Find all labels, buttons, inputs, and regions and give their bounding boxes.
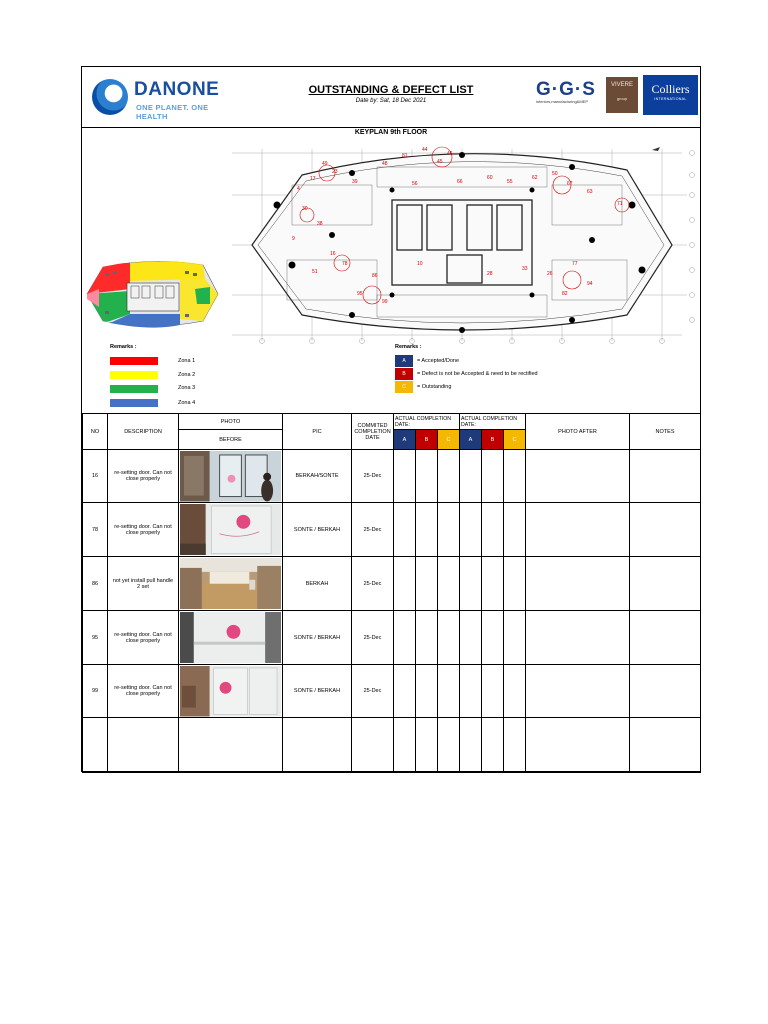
row-status-a-2[interactable] — [460, 665, 482, 718]
header-status-c: C — [438, 430, 460, 450]
row-status-a[interactable] — [394, 665, 416, 718]
zone-4-swatch — [110, 399, 158, 407]
row-committed-date: 25-Dec — [352, 450, 394, 503]
header-status-b: B — [416, 430, 438, 450]
row-committed-date: 25-Dec — [352, 665, 394, 718]
corridor-photo-thumbnail — [180, 558, 281, 609]
defect-table — [82, 413, 701, 773]
svg-text:63: 63 — [587, 189, 593, 195]
row-no: 78 — [83, 503, 108, 557]
row-status-b[interactable] — [416, 611, 438, 665]
status-c-text: = Outstanding — [417, 384, 452, 390]
row-notes[interactable] — [630, 557, 701, 611]
table-row — [83, 665, 701, 718]
header-notes: NOTES — [630, 414, 701, 450]
svg-text:44: 44 — [422, 147, 428, 153]
row-status-b[interactable] — [416, 718, 438, 773]
defect-list-sheet — [81, 66, 701, 772]
row-status-a-2[interactable] — [460, 450, 482, 503]
row-status-a-2[interactable] — [460, 557, 482, 611]
svg-text:60: 60 — [487, 175, 493, 181]
ggs-subtitle: interiors,manufacturing&MEP — [536, 99, 589, 104]
row-no — [83, 718, 108, 773]
svg-text:94: 94 — [587, 281, 593, 287]
header-photo: PHOTO — [179, 414, 283, 430]
document-header — [82, 67, 700, 128]
header-actual-completion-2: ACTUAL COMPLETION DATE: — [460, 414, 526, 430]
row-photo-after[interactable] — [526, 665, 630, 718]
row-committed-date: 25-Dec — [352, 611, 394, 665]
zone-keyplan-thumbnail — [85, 259, 220, 329]
row-status-c[interactable] — [438, 503, 460, 557]
row-pic — [283, 718, 352, 773]
document-title: OUTSTANDING & DEFECT LIST — [308, 84, 474, 96]
row-description: re-setting door. Can not close properly — [108, 665, 179, 718]
bird-icon: ✦ — [104, 89, 114, 101]
zone-1-swatch — [110, 357, 158, 365]
row-status-a-2[interactable] — [460, 611, 482, 665]
vivere-logo — [606, 77, 638, 113]
row-description: re-setting door. Can not close properly — [108, 611, 179, 665]
row-pic: SONTE / BERKAH — [283, 665, 352, 718]
row-photo-before — [179, 611, 283, 665]
row-status-b[interactable] — [416, 503, 438, 557]
row-notes[interactable] — [630, 718, 701, 773]
svg-text:77: 77 — [572, 261, 578, 267]
svg-text:49: 49 — [322, 161, 328, 167]
row-description: re-setting door. Can not close properly — [108, 503, 179, 557]
door-photo-thumbnail — [180, 504, 281, 555]
floor-plan-drawing — [232, 145, 702, 345]
row-pic: BERKAH/SONTE — [283, 450, 352, 503]
svg-text:78: 78 — [342, 261, 348, 267]
colliers-logo — [643, 75, 698, 115]
row-status-b[interactable] — [416, 557, 438, 611]
zone-1-label: Zona 1 — [178, 358, 196, 364]
row-pic: SONTE / BERKAH — [283, 503, 352, 557]
svg-text:39: 39 — [352, 179, 358, 185]
row-description — [108, 718, 179, 773]
danone-logo — [92, 77, 242, 121]
row-status-b[interactable] — [416, 450, 438, 503]
row-status-a[interactable] — [394, 611, 416, 665]
row-status-c-2[interactable] — [504, 557, 526, 611]
row-status-a-2[interactable] — [460, 718, 482, 773]
row-photo-before — [179, 503, 283, 557]
colliers-wordmark: Colliers — [651, 82, 690, 96]
row-status-b-2[interactable] — [482, 450, 504, 503]
row-committed-date: 25-Dec — [352, 557, 394, 611]
svg-text:28: 28 — [487, 271, 493, 277]
row-photo-after[interactable] — [526, 557, 630, 611]
danone-tagline: ONE PLANET. ONE HEALTH — [136, 103, 209, 121]
row-status-a[interactable] — [394, 450, 416, 503]
row-status-b[interactable] — [416, 665, 438, 718]
row-notes[interactable] — [630, 450, 701, 503]
header-before: BEFORE — [179, 430, 283, 450]
ggs-wordmark: G·G·S — [536, 79, 596, 100]
svg-text:66: 66 — [457, 179, 463, 185]
svg-text:99: 99 — [382, 299, 388, 305]
svg-text:81: 81 — [402, 153, 408, 159]
row-status-a-2[interactable] — [460, 503, 482, 557]
header-committed-date: COMMITED COMPLETION DATE — [352, 414, 394, 450]
zone-2-swatch — [110, 371, 158, 379]
table-row — [83, 450, 701, 503]
zones-remarks-label: Remarks : — [110, 344, 137, 350]
svg-text:95: 95 — [357, 291, 363, 297]
door-photo-thumbnail — [180, 666, 281, 717]
row-status-c[interactable] — [438, 611, 460, 665]
row-no: 95 — [83, 611, 108, 665]
row-status-c[interactable] — [438, 718, 460, 773]
row-photo-before — [179, 450, 283, 503]
row-notes[interactable] — [630, 665, 701, 718]
svg-text:86: 86 — [372, 273, 378, 279]
danone-wordmark: DANONE — [134, 79, 220, 100]
row-status-c-2[interactable] — [504, 611, 526, 665]
door-photo-thumbnail — [180, 612, 281, 663]
row-committed-date: 25-Dec — [352, 503, 394, 557]
row-notes[interactable] — [630, 503, 701, 557]
row-status-c-2[interactable] — [504, 503, 526, 557]
svg-text:9: 9 — [292, 236, 295, 242]
row-status-b-2[interactable] — [482, 665, 504, 718]
row-pic: BERKAH — [283, 557, 352, 611]
colliers-subtitle: INTERNATIONAL — [654, 97, 687, 101]
zone-2-label: Zona 2 — [178, 372, 196, 378]
svg-text:45: 45 — [437, 159, 443, 165]
row-status-c-2[interactable] — [504, 718, 526, 773]
row-no: 86 — [83, 557, 108, 611]
row-photo-before[interactable] — [179, 718, 283, 773]
zone-3-swatch — [110, 385, 158, 393]
svg-text:46: 46 — [447, 151, 453, 157]
row-no: 99 — [83, 665, 108, 718]
svg-text:67: 67 — [567, 181, 573, 187]
svg-text:48: 48 — [382, 161, 388, 167]
north-arrow-icon — [652, 147, 660, 151]
row-no: 16 — [83, 450, 108, 503]
document-date: Date by: Sat, 18 Dec 2021 — [355, 98, 427, 104]
status-c-box: C — [395, 381, 413, 393]
row-status-b-2[interactable] — [482, 557, 504, 611]
vivere-subtitle: group — [616, 96, 628, 101]
row-status-c[interactable] — [438, 450, 460, 503]
svg-text:4: 4 — [297, 186, 300, 192]
status-remarks-label: Remarks : — [395, 344, 422, 350]
row-photo-after[interactable] — [526, 718, 630, 773]
header-photo-after: PHOTO AFTER — [526, 414, 630, 450]
row-description: re-setting door. Can not close properly — [108, 450, 179, 503]
row-photo-after[interactable] — [526, 611, 630, 665]
svg-text:55: 55 — [507, 179, 513, 185]
row-status-c[interactable] — [438, 665, 460, 718]
header-status-b-2: B — [482, 430, 504, 450]
header-status-c-2: C — [504, 430, 526, 450]
svg-text:50: 50 — [552, 171, 558, 177]
row-committed-date — [352, 718, 394, 773]
svg-text:33: 33 — [522, 266, 528, 272]
svg-text:17: 17 — [310, 176, 316, 182]
svg-text:16: 16 — [330, 251, 336, 257]
status-b-text: = Defect is not be Accepted & need to be rectified — [417, 371, 538, 377]
status-b-box: B — [395, 368, 413, 380]
svg-text:26: 26 — [547, 271, 553, 277]
row-pic: SONTE / BERKAH — [283, 611, 352, 665]
header-no: NO — [83, 414, 108, 450]
row-status-a[interactable] — [394, 557, 416, 611]
row-photo-after[interactable] — [526, 503, 630, 557]
table-row — [83, 503, 701, 557]
status-a-text: = Accepted/Done — [417, 358, 460, 364]
svg-text:56: 56 — [412, 181, 418, 187]
keyplan-title: KEYPLAN 9th FLOOR — [354, 129, 428, 136]
door-photo-thumbnail — [180, 451, 281, 502]
row-photo-after[interactable] — [526, 450, 630, 503]
svg-text:82: 82 — [562, 291, 568, 297]
header-status-a-2: A — [460, 430, 482, 450]
row-photo-before — [179, 557, 283, 611]
table-header-row-1 — [83, 414, 701, 430]
row-photo-before — [179, 665, 283, 718]
row-status-a[interactable] — [394, 503, 416, 557]
ggs-logo — [536, 79, 598, 115]
row-status-c[interactable] — [438, 557, 460, 611]
table-row — [83, 611, 701, 665]
svg-text:23: 23 — [332, 169, 338, 175]
table-row — [83, 718, 701, 773]
header-actual-completion-1: ACTUAL COMPLETION DATE: — [394, 414, 460, 430]
row-status-b-2[interactable] — [482, 718, 504, 773]
row-status-b-2[interactable] — [482, 611, 504, 665]
svg-text:30: 30 — [302, 206, 308, 212]
row-status-c-2[interactable] — [504, 665, 526, 718]
svg-text:51: 51 — [312, 269, 318, 275]
header-pic: PIC — [283, 414, 352, 450]
zone-3-label: Zona 3 — [178, 385, 196, 391]
row-notes[interactable] — [630, 611, 701, 665]
status-a-box: A — [395, 355, 413, 367]
header-status-a: A — [394, 430, 416, 450]
row-status-a[interactable] — [394, 718, 416, 773]
vivere-wordmark: VIVERE — [610, 82, 633, 88]
svg-text:10: 10 — [417, 261, 423, 267]
svg-text:71: 71 — [617, 201, 623, 207]
table-row — [83, 557, 701, 611]
svg-text:38: 38 — [317, 221, 323, 227]
svg-text:62: 62 — [532, 175, 538, 181]
row-status-c-2[interactable] — [504, 450, 526, 503]
zone-4-label: Zona 4 — [178, 400, 196, 406]
row-status-b-2[interactable] — [482, 503, 504, 557]
header-description: DESCRIPTION — [108, 414, 179, 450]
row-description: not yet install pull handle 2 set — [108, 557, 179, 611]
